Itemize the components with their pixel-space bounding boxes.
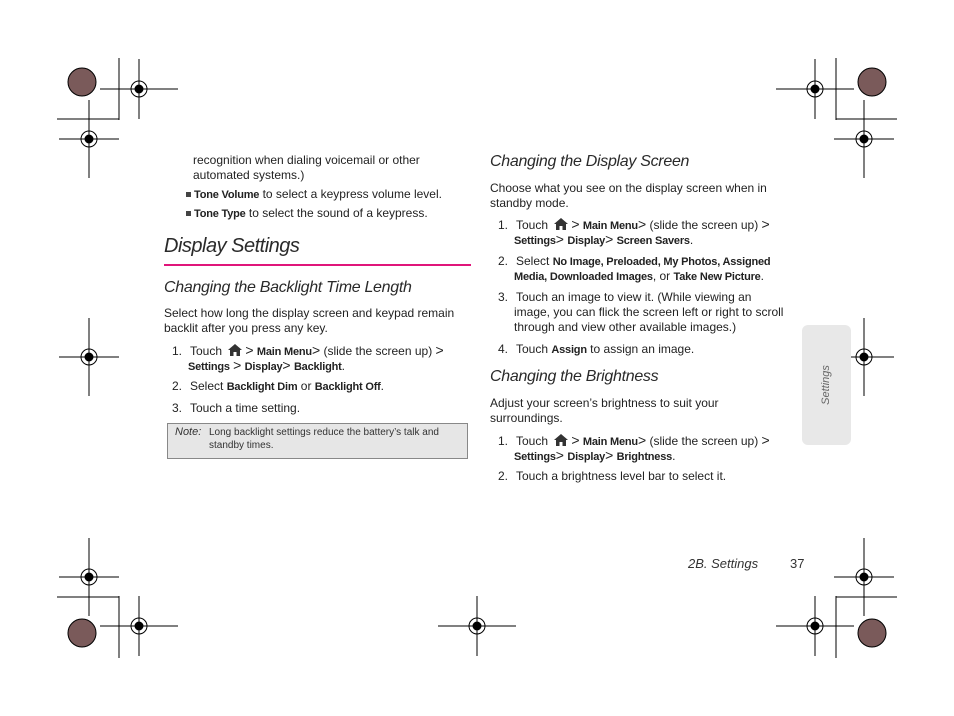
display-step-3-cont: image, you can flick the screen left or right to scroll through and view other available images.) [514,305,784,334]
home-icon [553,433,569,447]
section-heading-display-screen: Changing the Display Screen [490,153,690,170]
brightness-step-2: 2. Touch a brightness level bar to select it. [498,469,727,483]
side-tab-label: Settings [820,365,832,405]
title-rule [164,264,471,266]
home-icon [553,217,569,231]
display-step-4: 4. Touch Assign to assign an image. [498,342,695,356]
backlight-step-2: 2. Select Backlight Dim or Backlight Off. [172,379,384,393]
backlight-step-1: 1. Touch > Main Menu> (slide the screen up) > [172,342,444,358]
section-heading-backlight: Changing the Backlight Time Length [164,279,412,296]
brightness-step-1-path: Settings> Display> Brightness. [514,447,676,463]
page-title: Display Settings [164,235,300,257]
brightness-intro: Adjust your screen’s brightness to suit your surroundings. [490,396,719,425]
backlight-intro: Select how long the display screen and keypad remain backlit after you press any key. [164,306,455,335]
continuation-text: recognition when dialing voicemail or other automated systems.) [193,153,420,182]
brightness-step-1: 1. Touch > Main Menu> (slide the screen up) > [498,432,770,448]
display-step-1-path: Settings> Display> Screen Savers. [514,231,694,247]
display-step-2-cont: Media, Downloaded Images, or Take New Picture. [514,269,764,283]
bullet-tone-type: Tone Type to select the sound of a keypress. [186,206,428,222]
bullet-tone-volume: Tone Volume to select a keypress volume level. [186,187,442,203]
note-label: Note: [175,426,202,438]
display-step-2: 2. Select No Image, Preloaded, My Photos, Assigned [498,254,771,268]
backlight-step-3: 3. Touch a time setting. [172,401,301,415]
page-number: 37 [790,556,805,571]
display-step-1: 1. Touch > Main Menu> (slide the screen up) > [498,216,770,232]
backlight-step-1-path: Settings > Display> Backlight. [188,357,345,373]
display-step-3: 3. Touch an image to view it. (While viewing an [498,290,752,304]
footer-section: 2B. Settings [688,556,759,571]
section-heading-brightness: Changing the Brightness [490,368,659,385]
note-text: Long backlight settings reduce the battery’s talk and standby times. [209,427,439,451]
display-screen-intro: Choose what you see on the display screen when in standby mode. [490,181,767,210]
home-icon [227,343,243,357]
